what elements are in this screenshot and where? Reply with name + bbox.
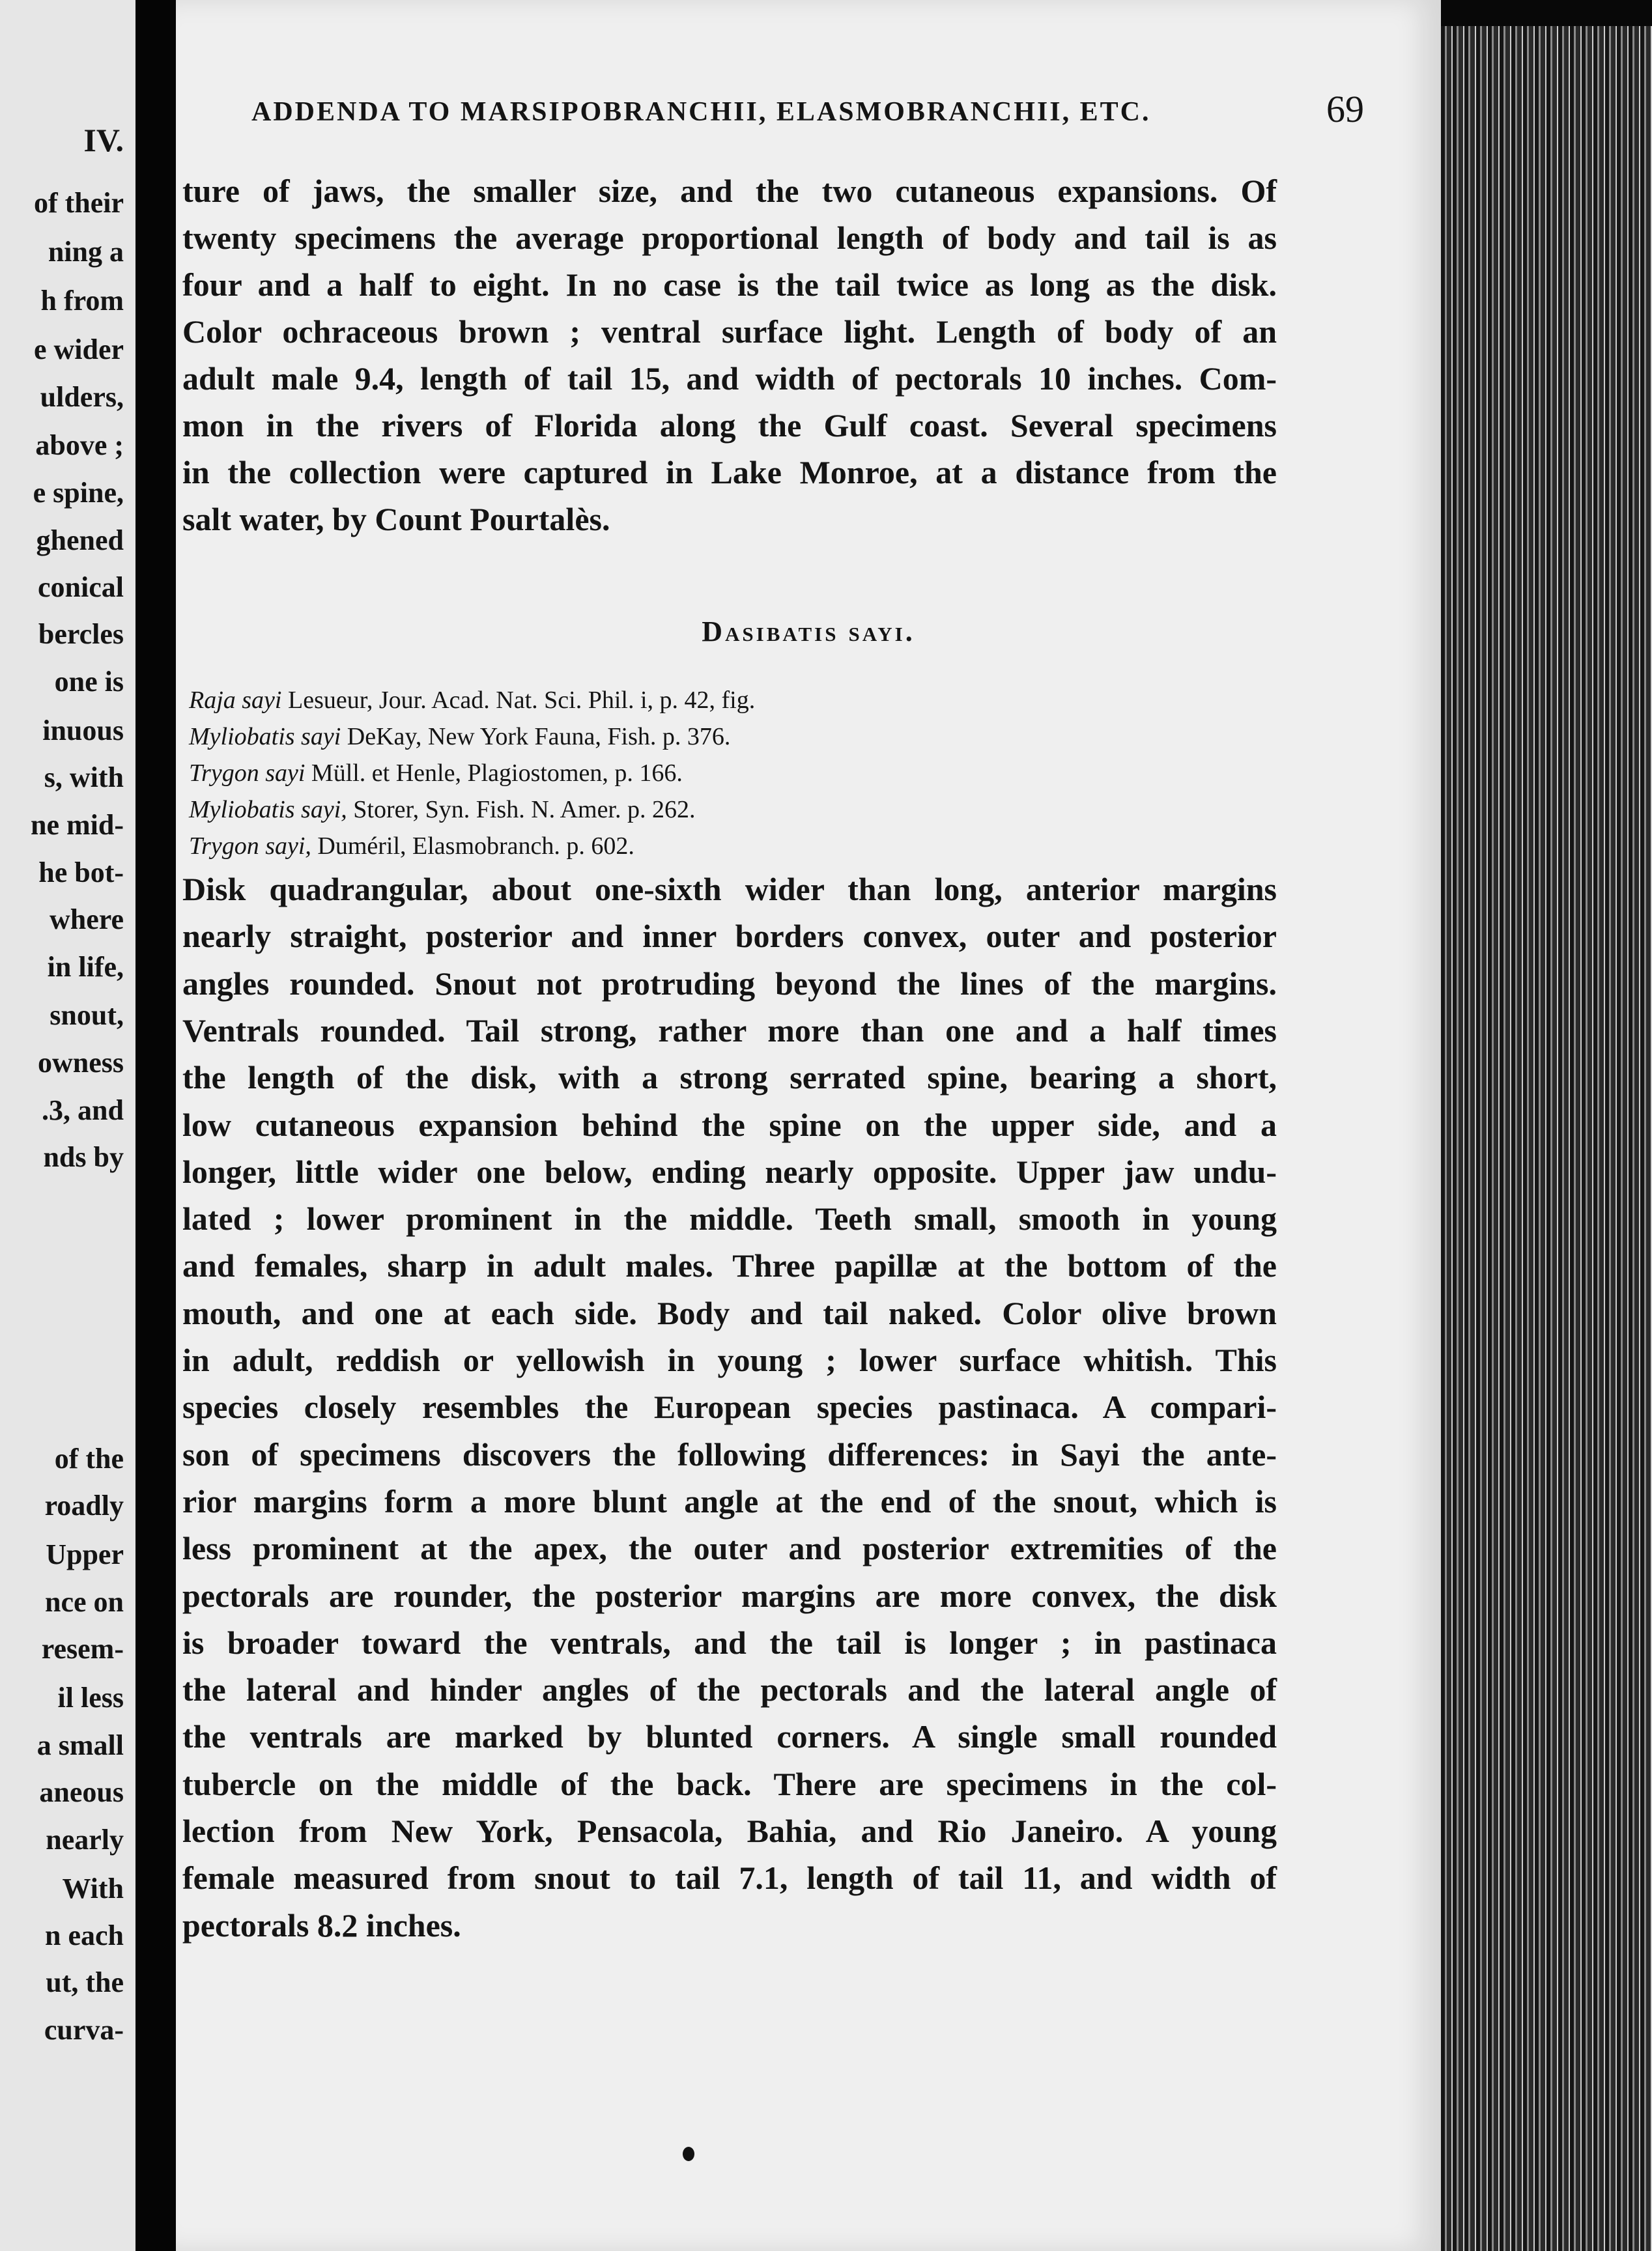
- text-line: angles rounded. Snout not protruding beyond the lines of the margins.: [182, 965, 1277, 1002]
- running-header: [251, 88, 1364, 130]
- facing-page-line: nce on: [45, 1586, 124, 1618]
- text-line: tubercle on the middle of the back. There are specimens in the col-: [182, 1765, 1277, 1802]
- page-number: 69: [1326, 88, 1364, 130]
- text-line: adult male 9.4, length of tail 15, and width of pectorals 10 inches. Com-: [182, 360, 1277, 397]
- facing-page-line: h from: [40, 285, 124, 317]
- facing-page-line: in life,: [47, 951, 124, 983]
- text-line: in adult, reddish or yellowish in young ; lower surface whitish. This: [182, 1342, 1277, 1378]
- facing-page-line: nearly: [46, 1824, 124, 1856]
- facing-page-line: inuous: [42, 715, 124, 746]
- facing-page-line: aneous: [39, 1776, 124, 1808]
- ink-dot: [683, 2147, 694, 2161]
- facing-page: [0, 0, 135, 2251]
- text-line: pectorals 8.2 inches.: [182, 1906, 461, 1944]
- text-line: the ventrals are marked by blunted corners. A single small rounded: [182, 1718, 1277, 1755]
- text-line: Ventrals rounded. Tail strong, rather more than one and a half times: [182, 1012, 1277, 1049]
- text-line: Color ochraceous brown ; ventral surface light. Length of body of an: [182, 313, 1277, 350]
- text-line: and females, sharp in adult males. Three papillæ at the bottom of the: [182, 1247, 1277, 1284]
- facing-page-line: il less: [57, 1682, 124, 1714]
- facing-page-line: of their: [33, 187, 124, 219]
- facing-page-line: With: [62, 1873, 124, 1904]
- text-line: nearly straight, posterior and inner borders convex, outer and posterior: [182, 918, 1277, 955]
- synonym-entry: [189, 797, 696, 822]
- page-stack-edge: [1441, 26, 1652, 2251]
- facing-page-line: ne mid-: [31, 809, 124, 841]
- synonym-entry: [189, 761, 683, 786]
- facing-page-line: snout,: [50, 999, 124, 1031]
- text-line: salt water, by Count Pourtalès.: [182, 501, 610, 537]
- text-line: pectorals are rounder, the posterior margins are more convex, the disk: [182, 1577, 1277, 1614]
- facing-page-line: a small: [36, 1729, 124, 1761]
- facing-page-line: ning a: [48, 236, 124, 268]
- facing-page-line: ut, the: [46, 1966, 124, 1998]
- text-line: the lateral and hinder angles of the pectorals and the lateral angle of: [182, 1671, 1277, 1708]
- synonym-name: Myliobatis sayi: [189, 723, 341, 750]
- facing-page-line: n each: [45, 1919, 124, 1951]
- running-title: ADDENDA TO MARSIPOBRANCHII, ELASMOBRANCHII, ETC.: [251, 97, 1151, 127]
- synonym-entry: [189, 688, 755, 713]
- synonym-entry: [189, 724, 730, 749]
- facing-page-line: owness: [37, 1047, 124, 1079]
- text-line: twenty specimens the average proportional length of body and tail is as: [182, 219, 1277, 256]
- facing-page-line: resem-: [41, 1633, 124, 1665]
- facing-page-line: conical: [38, 571, 124, 603]
- facing-page-line: ulders,: [40, 381, 124, 413]
- facing-page-line: of the: [54, 1443, 124, 1475]
- text-line: longer, little wider one below, ending nearly opposite. Upper jaw undu-: [182, 1153, 1277, 1190]
- synonym-reference: DeKay, New York Fauna, Fish. p. 376.: [341, 723, 731, 750]
- facing-page-line: one is: [54, 666, 124, 698]
- text-line: species closely resembles the European species pastinaca. A compari-: [182, 1389, 1277, 1426]
- facing-page-line: e spine,: [33, 477, 124, 509]
- facing-page-line: e wider: [33, 333, 124, 365]
- facing-page-line: ghened: [36, 524, 124, 556]
- text-line: in the collection were captured in Lake Monroe, at a distance from the: [182, 454, 1277, 490]
- book-page: [176, 0, 1441, 2251]
- facing-page-line: Upper: [46, 1538, 124, 1570]
- text-line: mouth, and one at each side. Body and tail naked. Color olive brown: [182, 1294, 1277, 1331]
- synonym-name: Trygon sayi: [189, 759, 306, 787]
- section-title: Dasibatis sayi.: [702, 616, 915, 647]
- text-line: rior margins form a more blunt angle at the end of the snout, which is: [182, 1482, 1277, 1520]
- synonym-reference: Lesueur, Jour. Acad. Nat. Sci. Phil. i, p. 42, fig.: [281, 687, 756, 714]
- facing-page-line: he bot-: [38, 857, 124, 888]
- facing-page-line: curva-: [44, 2014, 124, 2046]
- text-line: ture of jaws, the smaller size, and the two cutaneous expansions. Of: [182, 173, 1277, 209]
- text-line: less prominent at the apex, the outer and posterior extremities of the: [182, 1530, 1277, 1567]
- facing-page-line: bercles: [38, 618, 124, 650]
- synonym-entry: [189, 834, 634, 858]
- synonym-name: Myliobatis sayi,: [189, 796, 347, 823]
- text-line: Disk quadrangular, about one-sixth wider than long, anterior margins: [182, 871, 1277, 907]
- text-line: four and a half to eight. In no case is the tail twice as long as the disk.: [182, 266, 1277, 303]
- synonym-reference: Storer, Syn. Fish. N. Amer. p. 262.: [347, 796, 696, 823]
- synonym-name: Raja sayi: [189, 687, 282, 714]
- text-line: female measured from snout to tail 7.1, length of tail 11, and width of: [182, 1860, 1277, 1897]
- book-gutter: [135, 0, 176, 2251]
- facing-page-line: where: [49, 903, 124, 935]
- synonym-reference: Duméril, Elasmobranch. p. 602.: [311, 832, 634, 860]
- facing-page-line: s, with: [44, 761, 124, 793]
- text-line: lection from New York, Pensacola, Bahia, and Rio Janeiro. A young: [182, 1813, 1277, 1849]
- facing-page-line: roadly: [44, 1490, 124, 1522]
- text-line: lated ; lower prominent in the middle. Teeth small, smooth in young: [182, 1200, 1277, 1238]
- synonym-name: Trygon sayi,: [189, 832, 311, 860]
- synonym-reference: Müll. et Henle, Plagiostomen, p. 166.: [305, 759, 683, 787]
- facing-page-line: .3, and: [42, 1094, 124, 1126]
- text-line: the length of the disk, with a strong serrated spine, bearing a short,: [182, 1059, 1277, 1096]
- facing-page-line: nds by: [43, 1141, 124, 1173]
- text-line: son of specimens discovers the following differences: in Sayi the ante-: [182, 1436, 1277, 1473]
- facing-page-line: IV.: [83, 122, 124, 158]
- facing-page-line: above ;: [35, 429, 124, 461]
- text-line: low cutaneous expansion behind the spine on the upper side, and a: [182, 1106, 1277, 1143]
- text-line: mon in the rivers of Florida along the Gulf coast. Several specimens: [182, 407, 1277, 444]
- text-line: is broader toward the ventrals, and the tail is longer ; in pastinaca: [182, 1624, 1277, 1661]
